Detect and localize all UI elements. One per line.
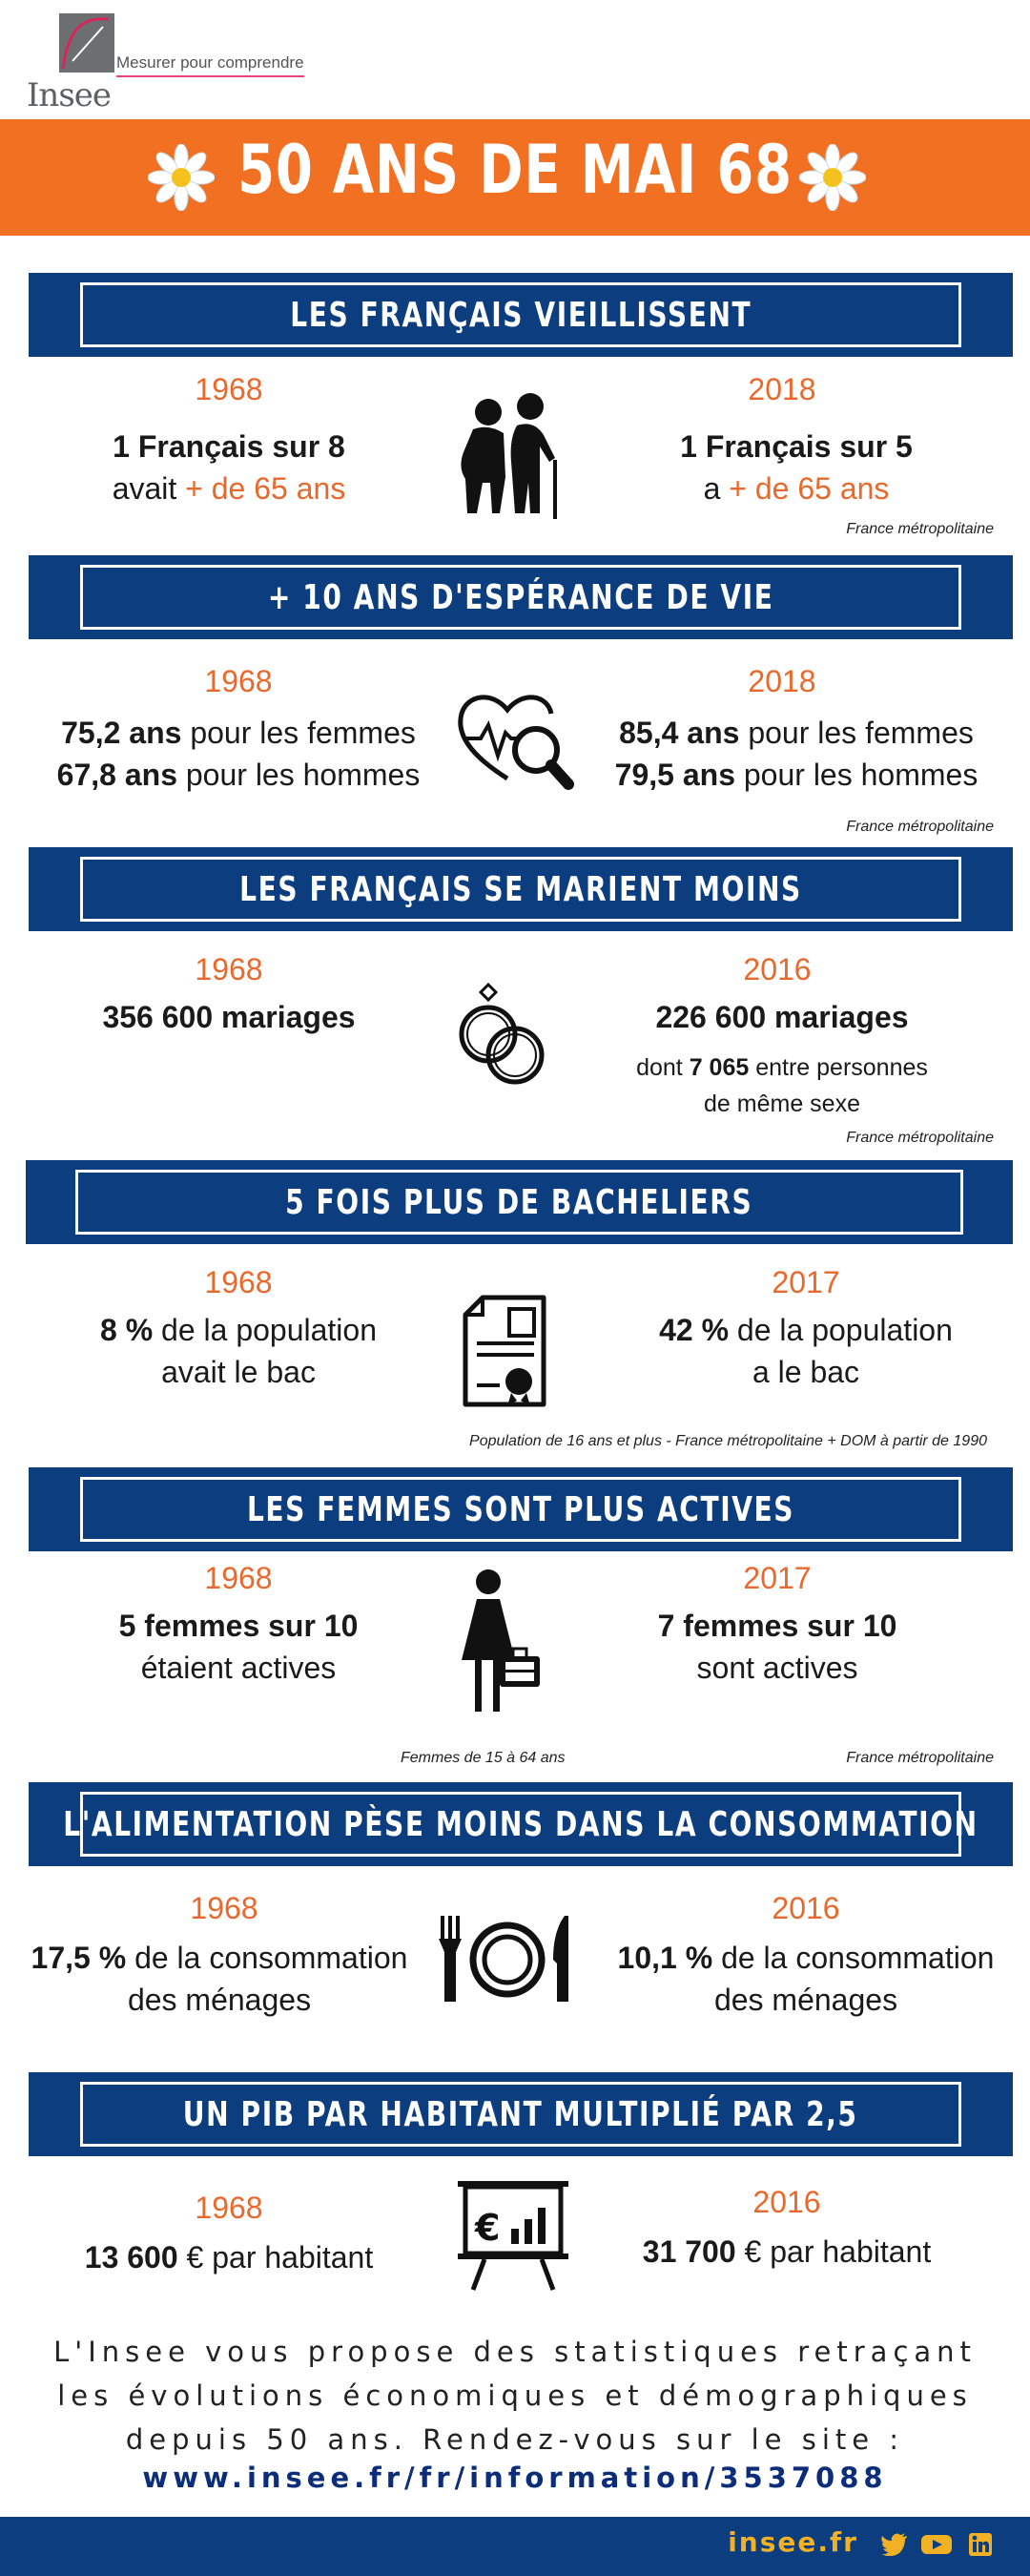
footnote: France métropolitaine (846, 819, 994, 835)
section-header-women-active (29, 1467, 1013, 1551)
outro-line: les évolutions économiques et démographiques (57, 2379, 973, 2412)
stat-left: 8 % de la population avait le bac (100, 1313, 377, 1389)
section-title: L'ALIMENTATION PÈSE MOINS DANS LA CONSOMMATION (63, 1804, 978, 1844)
year-left: 1968 (195, 372, 263, 406)
euro-chart-board-icon (456, 2179, 570, 2292)
year-right: 2018 (748, 372, 816, 406)
daisy-icon (799, 144, 866, 211)
section-title: + 10 ANS D'ESPÉRANCE DE VIE (267, 577, 774, 617)
year-left: 1968 (190, 1891, 258, 1925)
section-title: 5 FOIS PLUS DE BACHELIERS (285, 1182, 753, 1222)
logo-wordmark: Insee (27, 76, 112, 114)
stat-left: 1 Français sur 8 avait + de 65 ans (112, 429, 346, 506)
year-right: 2016 (752, 2185, 821, 2219)
twitter-icon[interactable] (881, 2533, 908, 2556)
year-right: 2016 (743, 952, 812, 987)
website-link[interactable]: www.insee.fr/fr/information/3537088 (142, 2462, 888, 2494)
year-left: 1968 (195, 952, 263, 987)
outro-line: depuis 50 ans. Rendez-vous sur le site : (125, 2423, 905, 2456)
section-title: LES FEMMES SONT PLUS ACTIVES (246, 1489, 795, 1529)
elderly-couple-icon (448, 391, 572, 525)
stat-left: 5 femmes sur 10 étaient actives (118, 1609, 359, 1685)
footer-bar (0, 2517, 1030, 2576)
year-right: 2018 (748, 664, 816, 698)
section-header-life-expectancy (29, 555, 1013, 639)
footnote-population: Femmes de 15 à 64 ans (401, 1750, 566, 1766)
insee-logo[interactable] (13, 13, 112, 114)
logo-square (59, 13, 114, 73)
footnote: France métropolitaine (846, 1130, 994, 1146)
year-left: 1968 (204, 1265, 273, 1299)
section-title: LES FRANÇAIS SE MARIENT MOINS (239, 869, 802, 909)
svg-text:€: € (475, 2207, 501, 2249)
title-banner (0, 119, 1030, 236)
section-title: LES FRANÇAIS VIEILLISSENT (290, 295, 752, 335)
stat-right: 1 Français sur 5 a + de 65 ans (680, 429, 913, 506)
section-header-gdp (29, 2072, 1013, 2156)
section-title: UN PIB PAR HABITANT MULTIPLIÉ PAR 2,5 (183, 2094, 858, 2134)
footnote: France métropolitaine (846, 1750, 994, 1766)
linkedin-icon[interactable] (969, 2533, 992, 2556)
section-header-bac (26, 1160, 1013, 1244)
stat-left: 75,2 ans pour les femmes 67,8 ans pour les hommes (56, 716, 421, 792)
businesswoman-icon (448, 1568, 544, 1717)
year-left: 1968 (204, 1561, 273, 1595)
stat-right: 42 % de la population a le bac (659, 1313, 953, 1389)
wedding-rings-icon (454, 983, 559, 1093)
main-title: 50 ANS DE MAI 68 (237, 131, 793, 209)
stat-left: 13 600 € par habitant (84, 2240, 374, 2275)
year-left: 1968 (204, 664, 273, 698)
year-right: 2017 (772, 1265, 840, 1299)
youtube-icon[interactable] (921, 2533, 952, 2556)
stat-left: 356 600 mariages (102, 1000, 356, 1034)
year-right: 2017 (743, 1561, 812, 1595)
stat-right: 226 600 mariages (655, 1000, 909, 1034)
footnote: France métropolitaine (846, 521, 994, 537)
stat-left: 17,5 % de la consommation des ménages (31, 1941, 408, 2017)
footer-site-link[interactable]: insee.fr (728, 2526, 858, 2558)
year-left: 1968 (195, 2191, 263, 2225)
diploma-icon (462, 1294, 547, 1408)
heart-magnifier-icon (452, 683, 576, 798)
stat-right: 10,1 % de la consommation des ménages (617, 1941, 995, 2017)
stat-right: 7 femmes sur 10 sont actives (657, 1609, 897, 1685)
outro-line: L'Insee vous propose des statistiques retraçant (53, 2336, 977, 2368)
stat-right: 85,4 ans pour les femmes 79,5 ans pour les hommes (614, 716, 978, 792)
year-right: 2016 (772, 1891, 840, 1925)
tagline: Mesurer pour comprendre (116, 53, 304, 77)
stat-right: 31 700 € par habitant (642, 2234, 932, 2269)
section-header-food (29, 1782, 1013, 1866)
stat-right-detail: dont 7 065 entre personnes de même sexe (636, 1054, 928, 1117)
footnote: Population de 16 ans et plus - France métropolitaine + DOM à partir de 1990 (469, 1433, 987, 1449)
fork-plate-knife-icon (435, 1912, 578, 2004)
section-header-marriages (29, 847, 1013, 931)
section-header-aging (29, 273, 1013, 357)
